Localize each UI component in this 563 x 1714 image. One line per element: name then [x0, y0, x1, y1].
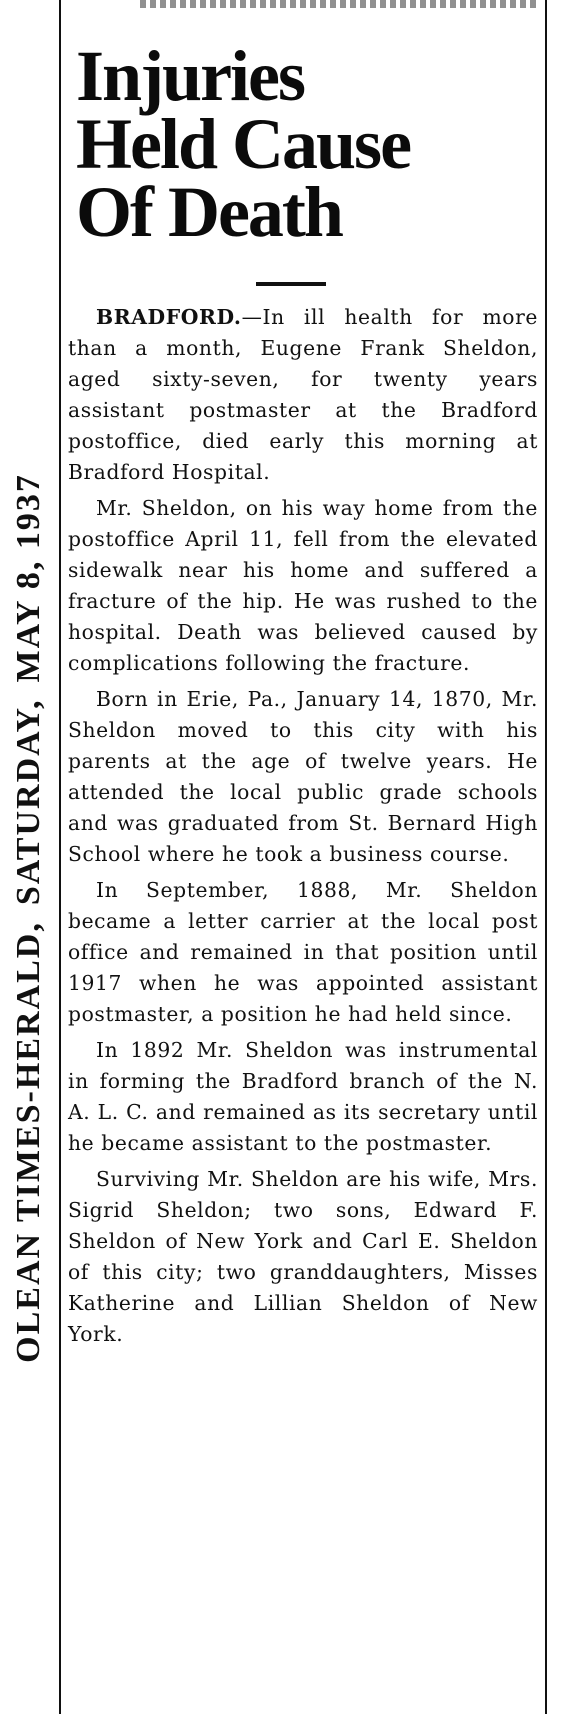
article-dateline: BRADFORD. [96, 305, 242, 329]
dateline-day: SATURDAY, [10, 698, 47, 906]
headline-line-2: Held Cause [76, 104, 411, 184]
left-column-rule [59, 0, 61, 1714]
dateline-date: MAY 8, 1937 [10, 473, 47, 683]
article [68, 28, 538, 1355]
paragraph-6: Surviving Mr. Sheldon are his wife, Mrs. Sigrid Sheldon; two sons, Edward F. Sheldon of New York and Carl E. Sheldon of this city; two granddaughters, Misses Katherine and Lillian Sheldon of New York. [68, 1167, 538, 1346]
paragraph-1-text: —In ill health for more than a month, Eugene Frank Sheldon, aged sixty-seven, for twenty years assistant postmaster at the Bradford postoffice, died early this morning at Bradford Hospital. [68, 305, 538, 484]
paragraph-3: Born in Erie, Pa., January 14, 1870, Mr. Sheldon moved to this city with his parents at the age of twelve years. He attended the local public grade schools and was graduated from St. Bernard High School where he took a business course. [68, 687, 538, 866]
headline-line-1: Injuries [76, 36, 305, 116]
paragraph-4: In September, 1888, Mr. Sheldon became a letter carrier at the local post office and remained in that position until 1917 when he was appointed assistant postmaster, a position he had held since. [68, 878, 538, 1026]
dateline-paper: OLEAN TIMES-HERALD, [10, 921, 47, 1363]
paragraph-5: In 1892 Mr. Sheldon was instrumental in forming the Bradford branch of the N. A. L. C. and remained as its secretary until he became assistant to the postmaster. [68, 1038, 538, 1155]
paragraph-1 [68, 302, 538, 488]
right-column-rule [545, 0, 547, 1714]
headline [76, 36, 538, 252]
headline-line-3: Of Death [76, 172, 342, 252]
headline-rule [256, 282, 326, 286]
top-border-rule [140, 0, 540, 8]
dateline [10, 457, 48, 1363]
paragraph-2: Mr. Sheldon, on his way home from the postoffice April 11, fell from the elevated sidewalk near his home and suffered a fracture of the hip. He was rushed to the hospital. Death was believed caused by complications following the fracture. [68, 496, 538, 675]
article-body [68, 302, 538, 1350]
dateline-margin [0, 300, 58, 1520]
